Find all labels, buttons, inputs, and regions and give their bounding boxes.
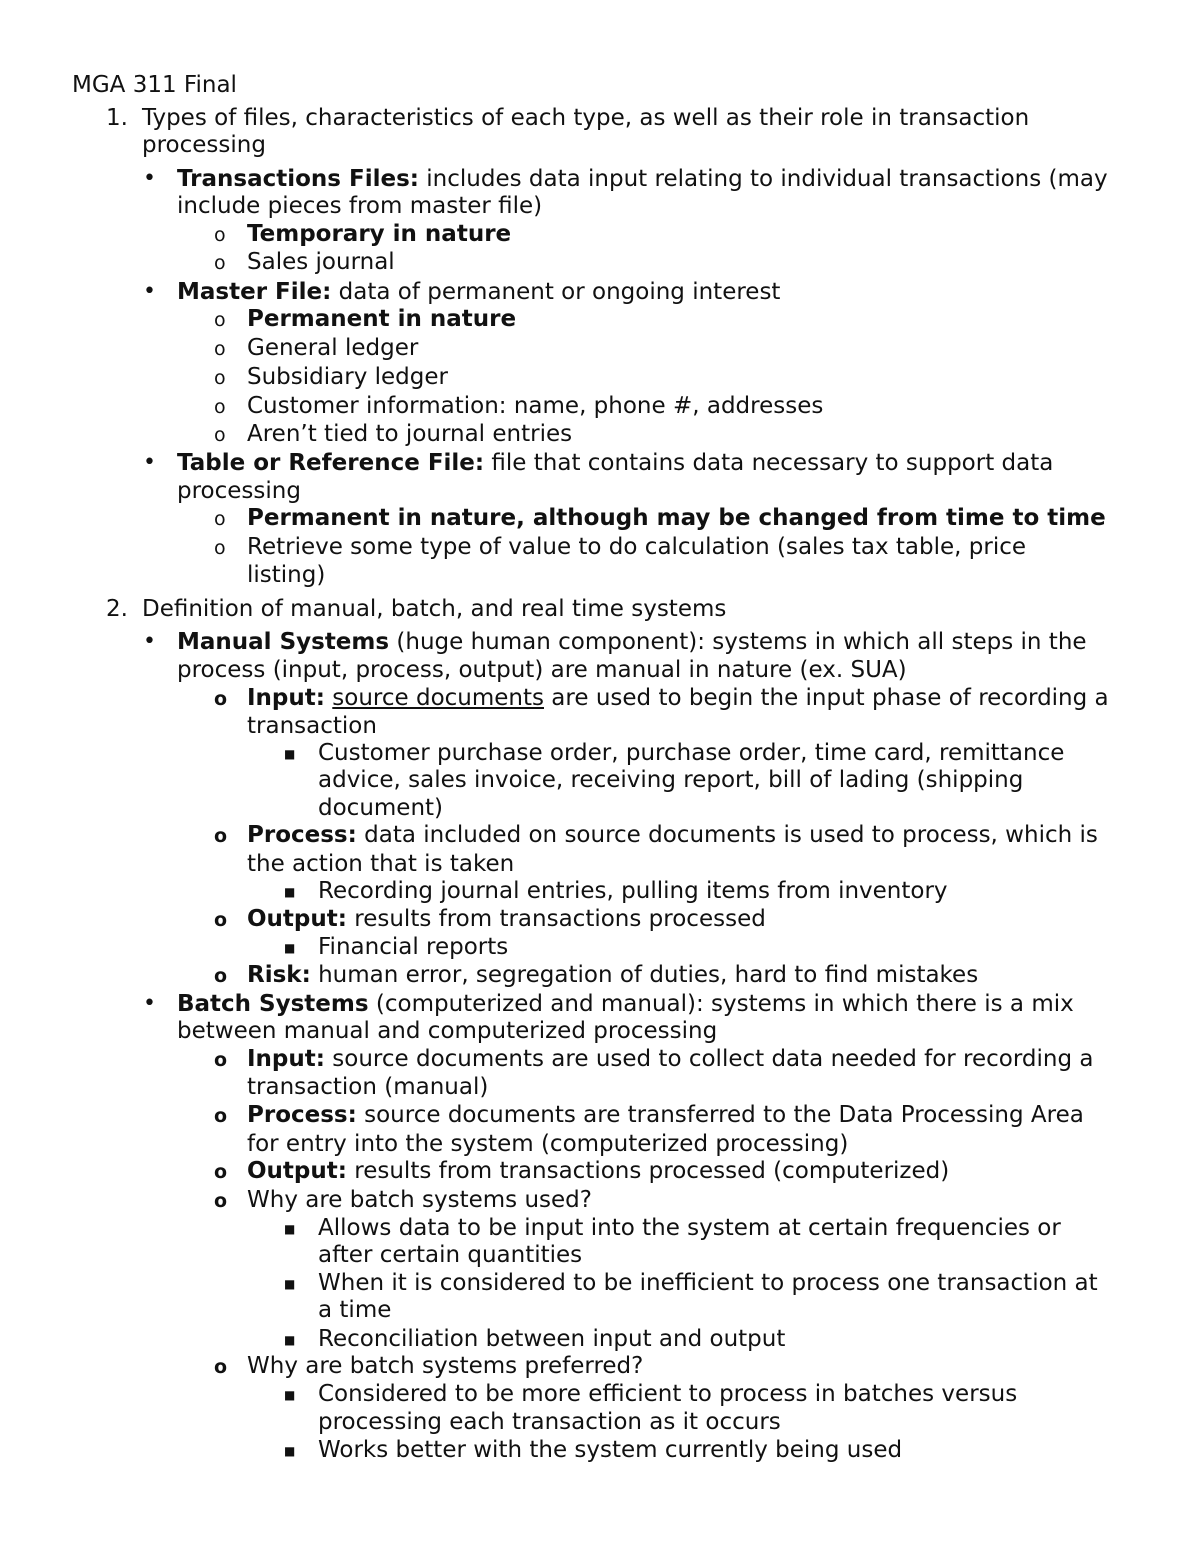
master-file-line-1: Master File: data of permanent or ongoing interest [177,279,781,305]
batch-output-line: Output: results from transactions processed (computerized) [247,1158,950,1184]
manual-output-line: Output: results from transactions processed [247,906,766,932]
manual-input-line-2: transaction [247,713,377,739]
why-used-answer-1-line-2: after certain quantities [318,1242,583,1268]
bullet-icon: • [143,991,156,1016]
why-used-answer-2-line-2: a time [318,1297,392,1323]
batch-process-line-1: Process: source documents are transferred to the Data Processing Area [247,1102,1084,1128]
circle-bullet-icon: o [214,1190,228,1212]
why-used-answer-2-line-1: When it is considered to be inefficient to process one transaction at [318,1270,1098,1296]
circle-bullet-icon: o [214,1105,228,1127]
manual-systems-line-1: Manual Systems (huge human component): systems in which all steps in the [177,629,1087,655]
transactions-files-line-1: Transactions Files: includes data input relating to individual transactions (may [177,166,1108,192]
bullet-icon: • [143,629,156,654]
item-1-heading-line-2: processing [142,132,266,158]
batch-why-preferred-question: Why are batch systems preferred? [247,1353,644,1379]
batch-systems-line-2: between manual and computerized processing [177,1018,718,1044]
detail-customer-information: Customer information: name, phone #, addresses [247,393,824,419]
manual-input-examples-line-2: advice, sales invoice, receiving report, bill of lading (shipping [318,767,1024,793]
manual-risk-line: Risk: human error, segregation of duties, hard to find mistakes [247,962,979,988]
circle-bullet-icon: o [214,309,226,331]
list-number-2: 2. [106,596,128,622]
manual-process-line-2: the action that is taken [247,851,515,877]
circle-bullet-icon: o [214,537,226,559]
document-title: MGA 311 Final [72,72,237,98]
manual-process-example: Recording journal entries, pulling items from inventory [318,878,948,904]
bullet-icon: • [143,279,156,304]
circle-bullet-icon: o [214,1356,228,1378]
circle-bullet-icon: o [214,252,226,274]
square-bullet-icon: ■ [284,1222,296,1236]
circle-bullet-icon: o [214,965,228,987]
square-bullet-icon: ■ [284,885,296,899]
detail-permanent-nature: Permanent in nature [247,306,517,332]
source-documents-term: source documents [332,685,544,711]
circle-bullet-icon: o [214,825,228,847]
square-bullet-icon: ■ [284,1444,296,1458]
why-used-answer-3: Reconciliation between input and output [318,1326,786,1352]
detail-permanent-changed: Permanent in nature, although may be changed from time to time [247,505,1106,531]
manual-systems-line-2: process (input, process, output) are manual in nature (ex. SUA) [177,657,907,683]
circle-bullet-icon: o [214,909,228,931]
circle-bullet-icon: o [214,508,226,530]
detail-not-tied-journal: Aren’t tied to journal entries [247,421,573,447]
reference-file-line-1: Table or Reference File: file that contains data necessary to support data [177,450,1054,476]
why-preferred-answer-1-line-1: Considered to be more efficient to process in batches versus [318,1381,1018,1407]
transactions-files-line-2: include pieces from master file) [177,193,543,219]
circle-bullet-icon: o [214,396,226,418]
batch-systems-line-1: Batch Systems (computerized and manual): systems in which there is a mix [177,991,1074,1017]
square-bullet-icon: ■ [284,1333,296,1347]
batch-why-used-question: Why are batch systems used? [247,1187,592,1213]
bullet-icon: • [143,166,156,191]
why-preferred-answer-2: Works better with the system currently being used [318,1437,903,1463]
circle-bullet-icon: o [214,338,226,360]
reference-file-line-2: processing [177,478,301,504]
square-bullet-icon: ■ [284,941,296,955]
item-1-heading-line-1: Types of files, characteristics of each type, as well as their role in transaction [142,105,1030,131]
detail-sales-journal: Sales journal [247,249,395,275]
detail-retrieve-value-line-1: Retrieve some type of value to do calculation (sales tax table, price [247,534,1027,560]
square-bullet-icon: ■ [284,1388,296,1402]
list-number-1: 1. [106,105,128,131]
why-used-answer-1-line-1: Allows data to be input into the system at certain frequencies or [318,1215,1061,1241]
why-preferred-answer-1-line-2: processing each transaction as it occurs [318,1409,781,1435]
manual-input-examples-line-1: Customer purchase order, purchase order, time card, remittance [318,740,1065,766]
circle-bullet-icon: o [214,224,226,246]
batch-input-line-1: Input: source documents are used to collect data needed for recording a [247,1046,1094,1072]
circle-bullet-icon: o [214,424,226,446]
square-bullet-icon: ■ [284,1277,296,1291]
batch-systems-label: Batch Systems [177,991,369,1017]
detail-temporary-nature: Temporary in nature [247,221,512,247]
detail-subsidiary-ledger: Subsidiary ledger [247,364,448,390]
master-file-label: Master File: [177,279,332,305]
manual-output-example: Financial reports [318,934,509,960]
manual-input-examples-line-3: document) [318,795,444,821]
square-bullet-icon: ■ [284,747,296,761]
circle-bullet-icon: o [214,688,228,710]
manual-process-line-1: Process: data included on source documents is used to process, which is [247,822,1098,848]
reference-file-label: Table or Reference File: [177,450,485,476]
batch-input-line-2: transaction (manual) [247,1074,489,1100]
manual-input-line-1: Input: source documents are used to begin the input phase of recording a [247,685,1109,711]
detail-retrieve-value-line-2: listing) [247,562,326,588]
circle-bullet-icon: o [214,367,226,389]
detail-general-ledger: General ledger [247,335,419,361]
batch-process-line-2: for entry into the system (computerized processing) [247,1131,849,1157]
circle-bullet-icon: o [214,1161,228,1183]
bullet-icon: • [143,450,156,475]
transactions-files-label: Transactions Files: [177,166,419,192]
manual-systems-label: Manual Systems [177,629,390,655]
item-2-heading: Definition of manual, batch, and real time systems [142,596,727,622]
circle-bullet-icon: o [214,1049,228,1071]
